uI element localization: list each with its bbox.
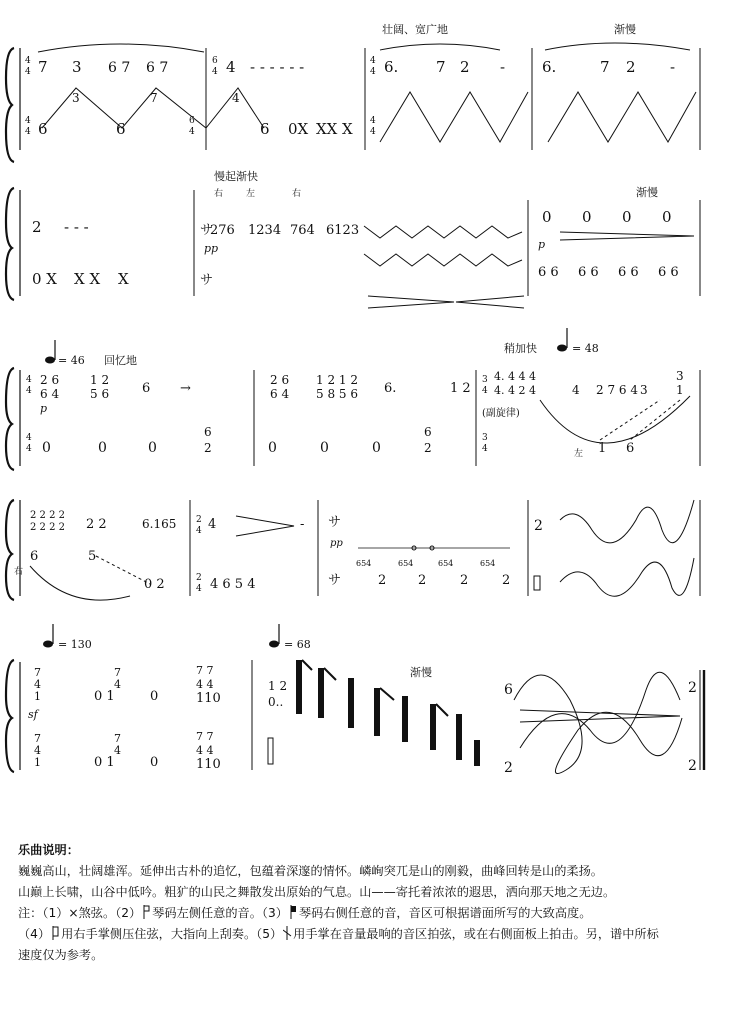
svg-text:7: 7 xyxy=(114,666,121,679)
svg-text:sf: sf xyxy=(28,708,38,721)
svg-text:6: 6 xyxy=(189,116,195,126)
palm-slap-icon xyxy=(283,926,292,940)
svg-text:2: 2 xyxy=(626,58,636,76)
note: 2 xyxy=(32,218,42,236)
svg-text:110: 110 xyxy=(196,757,221,772)
system-2 xyxy=(6,169,700,308)
svg-text:0: 0 xyxy=(150,755,159,770)
svg-text:4: 4 xyxy=(25,116,31,126)
svg-text:2: 2 xyxy=(196,515,202,525)
svg-text:4: 4 xyxy=(196,526,202,536)
svg-text:4: 4 xyxy=(189,127,195,137)
svg-text:6 6: 6 6 xyxy=(658,265,679,280)
svg-text:サ: サ xyxy=(328,573,342,588)
svg-text:764: 764 xyxy=(290,223,315,238)
svg-text:2: 2 xyxy=(688,680,697,696)
svg-text:0: 0 xyxy=(582,208,592,226)
svg-text:6123: 6123 xyxy=(326,223,360,238)
svg-text:654: 654 xyxy=(356,559,372,568)
svg-text:1 2: 1 2 xyxy=(268,679,288,693)
tempo-text: 慢起渐快 xyxy=(214,170,258,183)
svg-text:6 4: 6 4 xyxy=(270,387,290,401)
svg-text:6: 6 xyxy=(116,120,126,138)
svg-text:7: 7 xyxy=(436,58,446,76)
svg-text:4: 4 xyxy=(370,127,376,137)
svg-text:0 1: 0 1 xyxy=(94,689,115,704)
svg-text:6 6: 6 6 xyxy=(578,265,599,280)
expression-mark: 稍加快 xyxy=(504,342,537,355)
svg-text:4: 4 xyxy=(572,383,580,397)
svg-text:6: 6 xyxy=(626,441,635,456)
svg-text:7 7: 7 7 xyxy=(196,730,214,743)
svg-text:2 6: 2 6 xyxy=(40,373,60,387)
svg-text:4: 4 xyxy=(26,386,32,396)
palm-press-icon xyxy=(51,926,60,940)
svg-text:0 X: 0 X xyxy=(32,270,57,288)
svg-text:6 7: 6 7 xyxy=(108,60,131,76)
svg-text:4: 4 xyxy=(226,58,236,76)
svg-text:5 6: 5 6 xyxy=(90,387,110,401)
svg-text:6: 6 xyxy=(30,549,39,564)
svg-text:6: 6 xyxy=(212,56,218,66)
svg-text:654: 654 xyxy=(480,559,496,568)
svg-text:6: 6 xyxy=(504,682,513,698)
svg-text:→: → xyxy=(180,381,191,396)
svg-text:4 4: 4 4 xyxy=(196,744,214,757)
svg-text:0: 0 xyxy=(372,440,381,456)
svg-text:0 2: 0 2 xyxy=(144,577,165,592)
svg-text:4 6 5 4: 4 6 5 4 xyxy=(210,577,256,592)
svg-text:3: 3 xyxy=(72,91,80,105)
expression-mark: 渐慢 xyxy=(636,186,658,199)
expression-mark: 回忆地 xyxy=(104,354,137,367)
svg-text:3: 3 xyxy=(72,58,82,76)
svg-text:6: 6 xyxy=(260,120,270,138)
svg-text:4: 4 xyxy=(34,678,41,691)
svg-text:4: 4 xyxy=(25,127,31,137)
svg-text:2: 2 xyxy=(688,758,697,774)
svg-text:サ: サ xyxy=(328,515,342,530)
svg-text:4: 4 xyxy=(114,744,121,757)
svg-text:0X: 0X xyxy=(288,120,309,138)
svg-text:左: 左 xyxy=(574,449,584,459)
svg-text:右: 右 xyxy=(292,189,302,199)
svg-text:2: 2 xyxy=(424,441,432,455)
svg-text:0: 0 xyxy=(268,440,277,456)
svg-text:1 2: 1 2 xyxy=(450,381,471,396)
svg-text:-: - xyxy=(670,58,676,76)
music-notes xyxy=(18,840,724,966)
x-mark-icon: × xyxy=(68,906,79,920)
notes-line: 速度仅为参考。 xyxy=(18,948,104,962)
svg-text:2 2 2 2: 2 2 2 2 xyxy=(30,522,65,533)
svg-text:6: 6 xyxy=(38,120,48,138)
svg-text:4: 4 xyxy=(25,67,31,77)
svg-text:サ: サ xyxy=(200,223,214,238)
svg-text:0: 0 xyxy=(98,440,107,456)
svg-text:5 8 5 6: 5 8 5 6 xyxy=(316,387,358,401)
svg-text:- - -: - - - xyxy=(64,218,89,236)
svg-text:4: 4 xyxy=(370,56,376,66)
svg-text:2 6: 2 6 xyxy=(270,373,290,387)
svg-text:X: X xyxy=(118,270,129,288)
tempo-mark: = 48 xyxy=(572,342,599,355)
svg-text:2 7 6 4: 2 7 6 4 xyxy=(596,383,638,397)
svg-text:- - - - - -: - - - - - - xyxy=(250,58,305,76)
notes-heading: 乐曲说明： xyxy=(18,843,79,857)
svg-text:2: 2 xyxy=(204,441,212,455)
svg-text:右: 右 xyxy=(14,567,24,577)
svg-text:276: 276 xyxy=(210,223,235,238)
svg-text:2: 2 xyxy=(534,518,543,534)
fuxuanlv-label: (副旋律) xyxy=(482,408,520,419)
system-5 xyxy=(6,624,704,776)
notes-line: 山巅上长啸，山谷中低吟。粗犷的山民之舞散发出原始的气息。山——寄托着浓浓的遐思，洒向那天地之无边。 xyxy=(18,885,616,899)
svg-text:1 2 1 2: 1 2 1 2 xyxy=(316,373,358,387)
svg-text:4: 4 xyxy=(208,517,217,532)
notes-line: 注：（1）×煞弦。（2） 琴码左侧任意的音。（3） 琴码右侧任意的音，音区可根据谱面所写的大致高度。 xyxy=(18,906,592,920)
svg-text:7 7: 7 7 xyxy=(196,664,214,677)
svg-text:110: 110 xyxy=(196,691,221,706)
svg-text:2: 2 xyxy=(502,573,511,588)
svg-text:7: 7 xyxy=(600,58,610,76)
svg-text:pp: pp xyxy=(330,538,343,549)
system-1 xyxy=(6,22,700,162)
svg-text:4: 4 xyxy=(196,584,202,594)
svg-text:4: 4 xyxy=(114,678,121,691)
svg-text:6 4: 6 4 xyxy=(40,387,60,401)
svg-text:6 7: 6 7 xyxy=(146,60,169,76)
svg-text:サ: サ xyxy=(200,273,214,288)
svg-text:6.: 6. xyxy=(384,381,397,396)
notes-line: 巍巍高山，壮阔雄浑。延伸出古朴的追忆，包蕴着深邃的情怀。嶙峋突兀是山的刚毅，曲峰回转是山的柔扬。 xyxy=(18,864,603,878)
svg-text:0: 0 xyxy=(42,440,51,456)
svg-text:0: 0 xyxy=(662,208,672,226)
dynamic-mark: pp xyxy=(204,242,219,255)
svg-text:XX: XX xyxy=(316,120,338,138)
svg-text:4: 4 xyxy=(482,386,488,396)
svg-text:1234: 1234 xyxy=(248,223,282,238)
svg-text:6 6: 6 6 xyxy=(538,265,559,280)
svg-text:1: 1 xyxy=(676,383,684,397)
svg-text:6: 6 xyxy=(424,425,432,439)
notes-line: （4） 用右手掌侧压住弦，大指向上刮奏。（5） 用手掌在音量最响的音区拍弦，或在右侧面板上拍击。另，谱中所标 xyxy=(18,927,659,941)
svg-text:1 2: 1 2 xyxy=(90,373,110,387)
svg-text:3: 3 xyxy=(676,369,684,383)
svg-text:654: 654 xyxy=(438,559,454,568)
system-4 xyxy=(6,500,700,600)
svg-text:3: 3 xyxy=(640,383,648,397)
svg-text:4. 4 2 4: 4. 4 2 4 xyxy=(494,384,536,397)
svg-text:4: 4 xyxy=(34,744,41,757)
bridge-left-icon xyxy=(142,905,151,919)
svg-text:0: 0 xyxy=(150,689,159,704)
svg-text:p: p xyxy=(538,238,546,251)
svg-text:4. 4 4 4: 4. 4 4 4 xyxy=(494,370,536,383)
svg-text:0: 0 xyxy=(320,440,329,456)
svg-text:1: 1 xyxy=(34,756,41,769)
svg-text:2: 2 xyxy=(418,573,427,588)
svg-text:5: 5 xyxy=(88,549,97,564)
tempo-mark: = 68 xyxy=(284,638,311,651)
svg-text:0: 0 xyxy=(622,208,632,226)
svg-text:4: 4 xyxy=(482,444,488,454)
svg-text:7: 7 xyxy=(38,58,48,76)
svg-text:4 4: 4 4 xyxy=(196,678,214,691)
svg-text:6.: 6. xyxy=(384,58,399,76)
svg-text:4: 4 xyxy=(212,67,218,77)
svg-text:-: - xyxy=(500,58,506,76)
expression-mark: 渐慢 xyxy=(410,666,432,679)
svg-text:2 2: 2 2 xyxy=(86,517,107,532)
svg-text:3: 3 xyxy=(482,433,488,443)
svg-text:2: 2 xyxy=(504,760,513,776)
expression-mark: 渐慢 xyxy=(614,23,636,36)
tempo-mark: = 130 xyxy=(58,638,92,651)
svg-text:4: 4 xyxy=(26,433,32,443)
svg-text:6: 6 xyxy=(142,381,151,396)
svg-text:7: 7 xyxy=(34,666,41,679)
svg-text:p: p xyxy=(40,402,48,415)
svg-text:4: 4 xyxy=(370,116,376,126)
svg-text:左: 左 xyxy=(246,189,256,199)
svg-text:2: 2 xyxy=(378,573,387,588)
svg-text:7: 7 xyxy=(34,732,41,745)
svg-text:-: - xyxy=(300,517,305,532)
svg-text:1: 1 xyxy=(598,441,607,456)
svg-text:6.: 6. xyxy=(542,58,557,76)
svg-text:2 2 2 2: 2 2 2 2 xyxy=(30,510,65,521)
svg-text:4: 4 xyxy=(26,444,32,454)
bridge-right-icon xyxy=(289,905,298,919)
svg-text:X: X xyxy=(342,120,353,138)
svg-text:2: 2 xyxy=(460,573,469,588)
svg-text:3: 3 xyxy=(482,375,488,385)
svg-text:4: 4 xyxy=(26,375,32,385)
svg-text:2: 2 xyxy=(196,573,202,583)
svg-text:7: 7 xyxy=(114,732,121,745)
expression-mark: 壮阔、宽广地 xyxy=(382,23,448,36)
svg-text:右: 右 xyxy=(214,189,224,199)
svg-text:1: 1 xyxy=(34,690,41,703)
svg-text:0 1: 0 1 xyxy=(94,755,115,770)
svg-text:6.165: 6.165 xyxy=(142,517,177,531)
svg-text:0: 0 xyxy=(148,440,157,456)
svg-text:2: 2 xyxy=(460,58,470,76)
svg-text:7: 7 xyxy=(150,91,158,105)
svg-text:0: 0 xyxy=(542,208,552,226)
svg-text:6: 6 xyxy=(204,425,212,439)
svg-text:0..: 0.. xyxy=(268,695,284,709)
system-3 xyxy=(6,328,700,470)
tempo-mark: = 46 xyxy=(58,354,85,367)
svg-text:X X: X X xyxy=(74,270,101,288)
svg-text:4: 4 xyxy=(370,67,376,77)
svg-text:6 6: 6 6 xyxy=(618,265,639,280)
svg-text:654: 654 xyxy=(398,559,414,568)
svg-text:4: 4 xyxy=(25,56,31,66)
svg-text:4: 4 xyxy=(232,91,240,105)
